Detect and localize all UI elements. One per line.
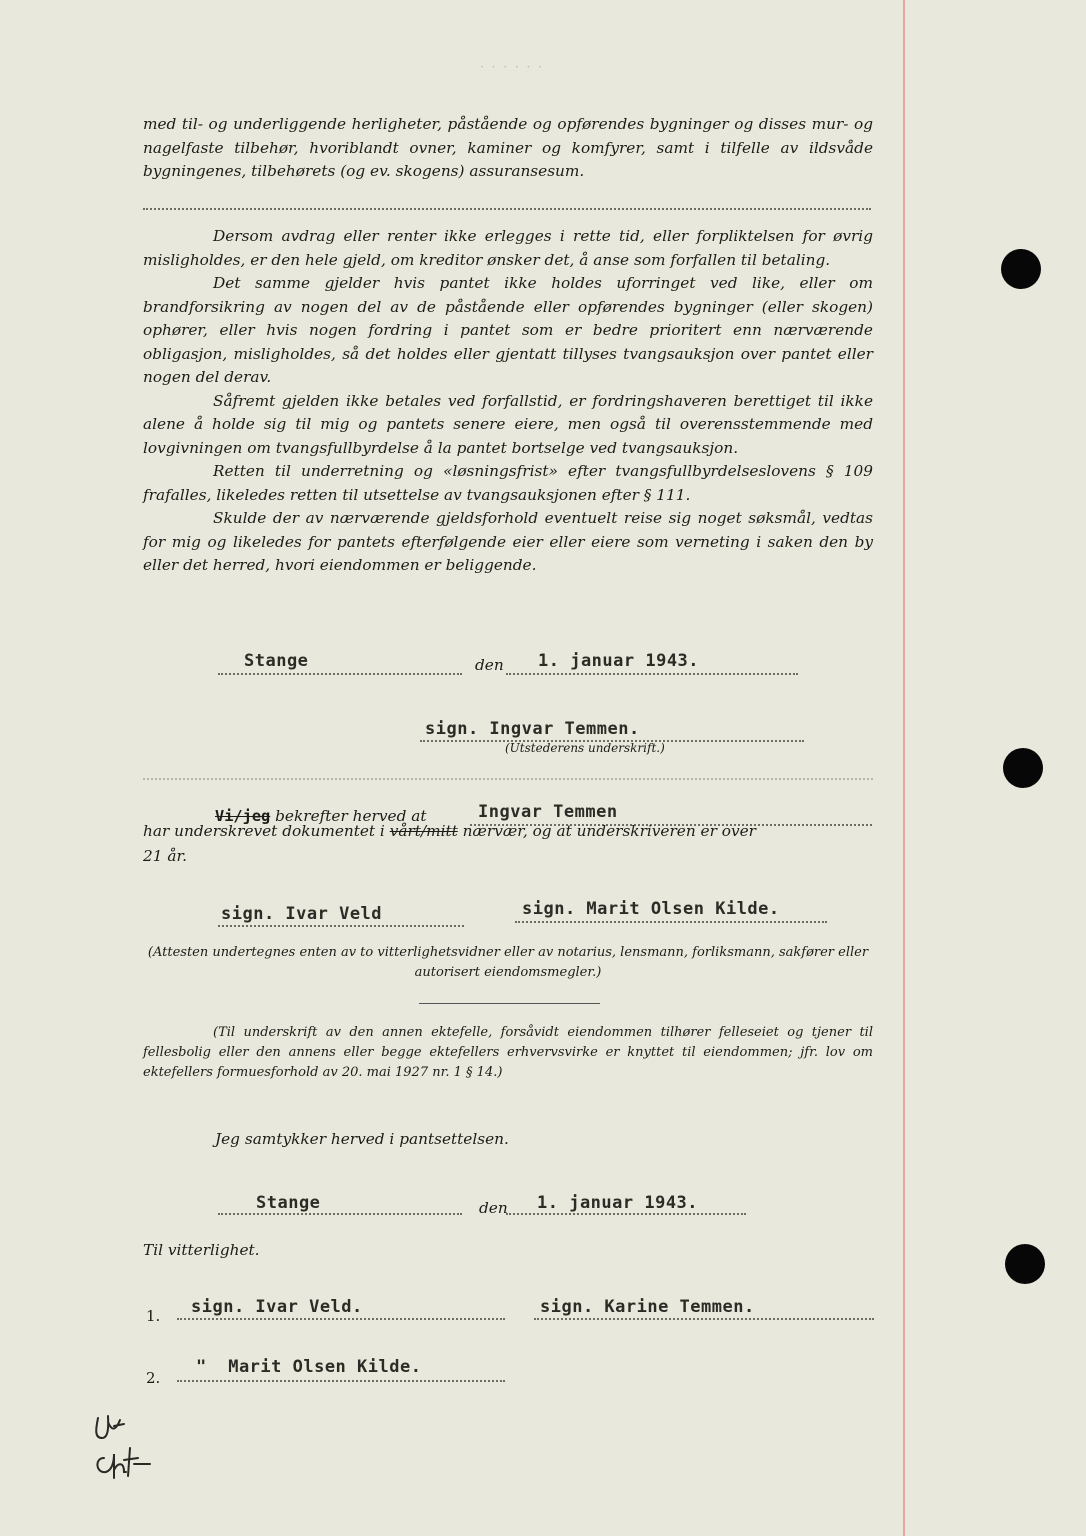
witness-right-signature: sign. Marit Olsen Kilde.	[522, 899, 780, 919]
paragraph: Retten til underretning og «løsningsfrist» efter tvangsfullbyrdelseslovens § 109 frafalles, likeledes retten til utsettelse av tvangsauksjonen efter § 111.	[143, 462, 873, 504]
den-label: den	[475, 656, 504, 674]
punch-hole	[1001, 249, 1041, 289]
spouse-date: 1. januar 1943.	[537, 1193, 699, 1213]
separator-dots	[143, 208, 871, 210]
spouse-place: Stange	[256, 1193, 321, 1213]
issue-date: 1. januar 1943.	[538, 651, 700, 671]
property-clause: med til- og underliggende herligheter, påstående og opførendes bygninger og disses mur- og nagelfaste tilbehør, hvoriblandt ovner, kaminer og komfyrer, samt i tilfelle av ildsvåde bygningenes, tilbehørets (og ev. skogens) assuransesum.	[143, 115, 873, 180]
issuer-caption: (Utstederens underskrift.)	[505, 741, 665, 755]
issue-place: Stange	[244, 651, 309, 671]
handwritten-initials	[90, 1408, 170, 1488]
dotted-line	[218, 1213, 462, 1215]
punch-hole	[1003, 748, 1043, 788]
vi-jeg-mark: Vi/jeg	[215, 807, 271, 825]
paragraph: Dersom avdrag eller renter ikke erlegges i rette tid, eller forpliktelsen for øvrig misligholdes, er den hele gjeld, om kreditor ønsker det, å anse som forfallen til betaling.	[143, 227, 873, 269]
witness-left-signature: sign. Ivar Veld	[221, 904, 383, 924]
dotted-line	[177, 1318, 505, 1320]
attestation-note: (Attesten undertegnes enten av to vitterlighetsvidner eller av notarius, lensmann, forliksmann, sakfører eller autorisert eiendomsmegler.)	[147, 945, 869, 980]
row-number: 1.	[146, 1307, 161, 1325]
den-label: den	[479, 1199, 508, 1217]
dotted-line	[506, 1213, 746, 1215]
dotted-line	[534, 1318, 874, 1320]
witness-heading: Til vitterlighet.	[143, 1241, 260, 1259]
dotted-line	[515, 921, 827, 923]
conditions-text	[143, 225, 873, 578]
attestation-line-3: 21 år.	[143, 847, 187, 865]
paragraph: Såfremt gjelden ikke betales ved forfallstid, er fordringshaveren berettiget til ikke alene å holde sig til mig og pantets senere eiere, men også til overensstemmende med lovgivningen om tvangsfullbyrdelse å la pantet bortselge ved tvangsauksjon.	[143, 391, 873, 457]
dotted-line	[218, 925, 464, 927]
rule-line	[419, 1003, 600, 1004]
punch-hole	[1005, 1244, 1045, 1284]
dotted-line	[218, 673, 462, 675]
dotted-line	[506, 673, 798, 675]
faint-bleedthrough-header: · · · · · ·	[480, 60, 544, 74]
margin-rule	[903, 0, 905, 1536]
row-left-signature: sign. Ivar Veld.	[191, 1297, 363, 1317]
row-right-signature: sign. Karine Temmen.	[540, 1297, 755, 1317]
row-number: 2.	[146, 1369, 161, 1387]
spouse-note: (Til underskrift av den annen ektefelle, forsåvidt eiendommen tilhører felleseiet og tjener til fellesbolig eller den annens eller begge ektefellers erhvervsvirke er knyttet til eiendommen; jfr. lov om ektefellers formuesforhold av 20. mai 1927 nr. 1 § 14.)	[143, 1025, 873, 1080]
attestation-line-2: har underskrevet dokumentet i vårt/mitt nærvær, og at underskriveren er over	[143, 822, 756, 840]
consent-statement: Jeg samtykker herved i pantsettelsen.	[215, 1130, 509, 1148]
paragraph: Skulde der av nærværende gjeldsforhold eventuelt reise sig noget søksmål, vedtas for mig og likeledes for pantets efterfølgende eier eller eiere som verneting i saken den by eller det herred, hvori eiendommen er beliggende.	[143, 509, 873, 574]
dotted-line	[177, 1380, 505, 1382]
attested-name: Ingvar Temmen	[478, 802, 618, 822]
faint-dotted-line	[143, 778, 873, 780]
attestation-line-1: Vi/jeg bekrefter herved at	[215, 807, 427, 825]
row-left-signature: " Marit Olsen Kilde.	[196, 1357, 422, 1377]
paragraph: Det samme gjelder hvis pantet ikke holdes uforringet ved like, eller om brandforsikring av nogen del av de påstående eller opførendes bygninger (eller skogen) ophører, eller hvis nogen fordring i pantet som er bedre prioritert enn nærværende obligasjon, misligholdes, så det holdes eller gjentatt tillyses tvangsauksjon over pantet eller nogen del derav.	[143, 274, 873, 386]
issuer-signature: sign. Ingvar Temmen.	[425, 719, 640, 739]
